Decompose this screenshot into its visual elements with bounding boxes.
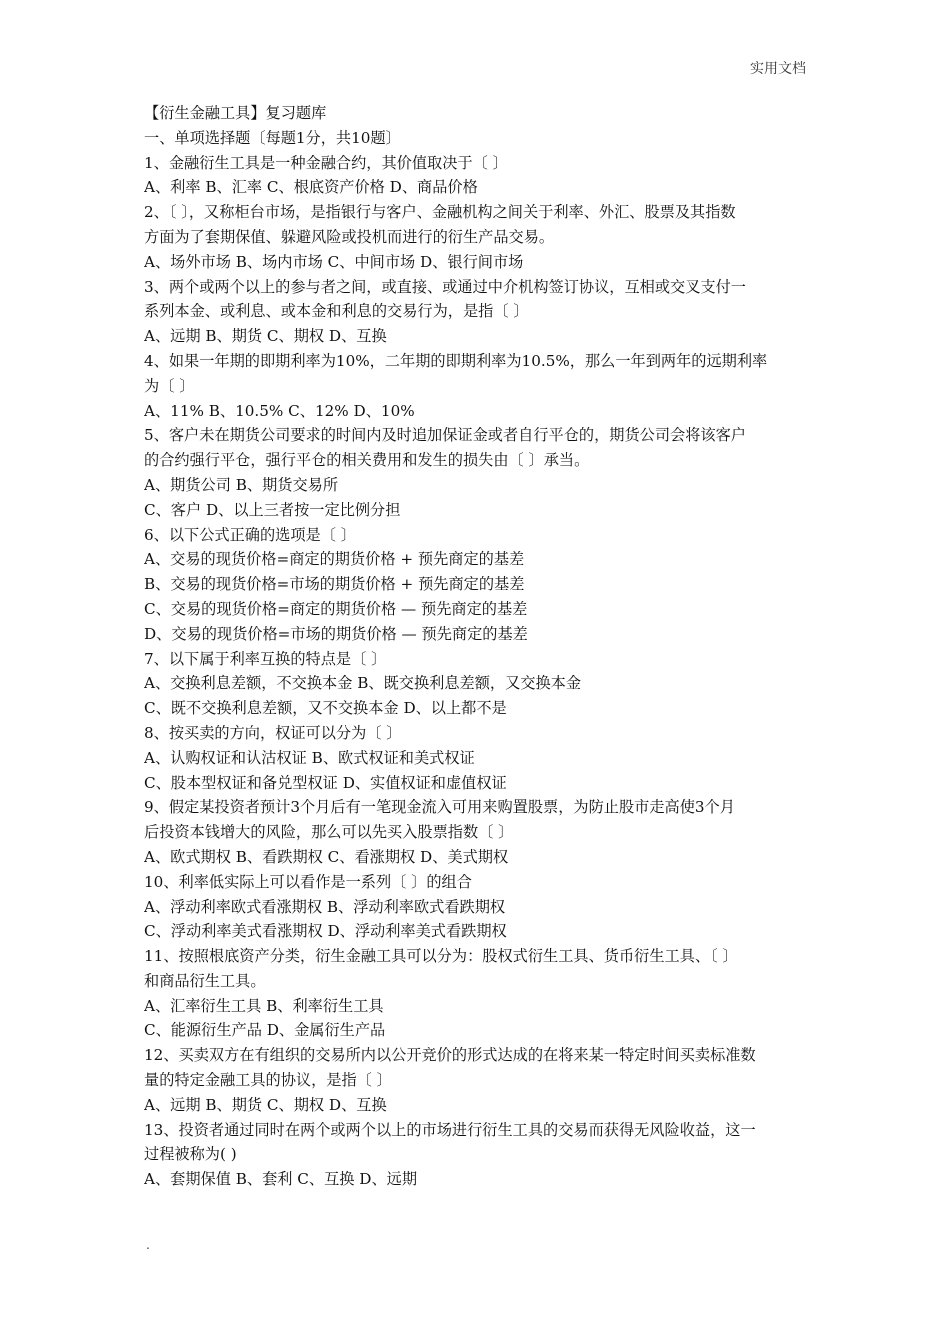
- text-line: 5、客户未在期货公司要求的时间内及时追加保证金或者自行平仓的，期货公司会将该客户: [144, 426, 746, 445]
- text-line: A、套期保值 B、套利 C、互换 D、远期: [144, 1170, 418, 1189]
- text-line: 4、如果一年期的即期利率为10%，二年期的即期利率为10.5%，那么一年到两年的远期利率: [144, 351, 768, 370]
- text-line: A、11% B、10.5% C、12% D、10%: [144, 401, 415, 420]
- text-line: A、交换利息差额，不交换本金 B、既交换利息差额，又交换本金: [144, 674, 582, 693]
- text-line: 6、以下公式正确的选项是〔 〕: [144, 525, 356, 544]
- text-line: A、远期 B、期货 C、期权 D、互换: [144, 1095, 387, 1114]
- text-line: A、远期 B、期货 C、期权 D、互换: [144, 327, 387, 346]
- text-line: 为〔 〕: [144, 376, 195, 395]
- text-line: A、利率 B、汇率 C、根底资产价格 D、商品价格: [144, 178, 478, 197]
- text-line: A、汇率衍生工具 B、利率衍生工具: [144, 996, 384, 1015]
- text-line: 1、金融衍生工具是一种金融合约，其价值取决于〔 〕: [144, 153, 508, 172]
- document-body: [144, 101, 816, 1192]
- text-line: C、交易的现货价格=商定的期货价格 — 预先商定的基差: [144, 599, 528, 618]
- text-line: A、认购权证和认沽权证 B、欧式权证和美式权证: [144, 748, 475, 767]
- text-line: C、浮动利率美式看涨期权 D、浮动利率美式看跌期权: [144, 922, 507, 941]
- text-line: 过程被称为( ): [144, 1145, 237, 1164]
- text-line: A、欧式期权 B、看跌期权 C、看涨期权 D、美式期权: [144, 847, 509, 866]
- text-line: 12、买卖双方在有组织的交易所内以公开竞价的形式达成的在将来某一特定时间买卖标准数: [144, 1046, 756, 1065]
- text-line: A、场外市场 B、场内市场 C、中间市场 D、银行间市场: [144, 252, 524, 271]
- text-line: B、交易的现货价格=市场的期货价格 + 预先商定的基差: [144, 575, 525, 594]
- text-line: 方面为了套期保值、躲避风险或投机而进行的衍生产品交易。: [144, 227, 555, 246]
- text-line: 3、两个或两个以上的参与者之间，或直接、或通过中介机构签订协议，互相或交叉支付一: [144, 277, 746, 296]
- text-line: 系列本金、或利息、或本金和利息的交易行为，是指〔 〕: [144, 302, 529, 321]
- text-line: 和商品衍生工具。: [144, 971, 266, 990]
- text-line: 13、投资者通过同时在两个或两个以上的市场进行衍生工具的交易而获得无风险收益，这一: [144, 1120, 756, 1139]
- text-line: A、浮动利率欧式看涨期权 B、浮动利率欧式看跌期权: [144, 897, 506, 916]
- text-line: 10、利率低实际上可以看作是一系列〔 〕的组合: [144, 872, 472, 891]
- text-line: 一、单项选择题〔每题1分，共10题〕: [144, 128, 401, 147]
- text-line: C、股本型权证和备兑型权证 D、实值权证和虚值权证: [144, 773, 507, 792]
- text-line: A、期货公司 B、期货交易所: [144, 475, 339, 494]
- text-line: 后投资本钱增大的风险，那么可以先买入股票指数〔 〕: [144, 823, 514, 842]
- text-line: A、交易的现货价格=商定的期货价格 + 预先商定的基差: [144, 550, 525, 569]
- text-line: 的合约强行平仓，强行平仓的相关费用和发生的损失由〔 〕承当。: [144, 451, 590, 470]
- text-line: 2、〔 〕，又称柜台市场，是指银行与客户、金融机构之间关于利率、外汇、股票及其指数: [144, 203, 736, 222]
- text-line: 7、以下属于利率互换的特点是〔 〕: [144, 649, 387, 668]
- text-line: 量的特定金融工具的协议，是指〔 〕: [144, 1071, 392, 1090]
- text-line: 9、假定某投资者预计3个月后有一笔现金流入可用来购置股票，为防止股市走高使3个月: [144, 798, 735, 817]
- text-line: C、能源衍生产品 D、金属衍生产品: [144, 1021, 386, 1040]
- text-line: 11、按照根底资产分类，衍生金融工具可以分为：股权式衍生工具、货币衍生工具、〔 〕: [144, 947, 738, 966]
- page-footer-mark: .: [146, 1238, 150, 1252]
- text-line: D、交易的现货价格=市场的期货价格 — 预先商定的基差: [144, 624, 528, 643]
- text-line: 【衍生金融工具】复习题库: [144, 104, 327, 122]
- text-line: C、客户 D、以上三者按一定比例分担: [144, 500, 401, 519]
- text-line: C、既不交换利息差额，又不交换本金 D、以上都不是: [144, 699, 507, 718]
- page-header-label: 实用文档: [750, 61, 806, 77]
- text-line: 8、按买卖的方向，权证可以分为〔 〕: [144, 723, 402, 742]
